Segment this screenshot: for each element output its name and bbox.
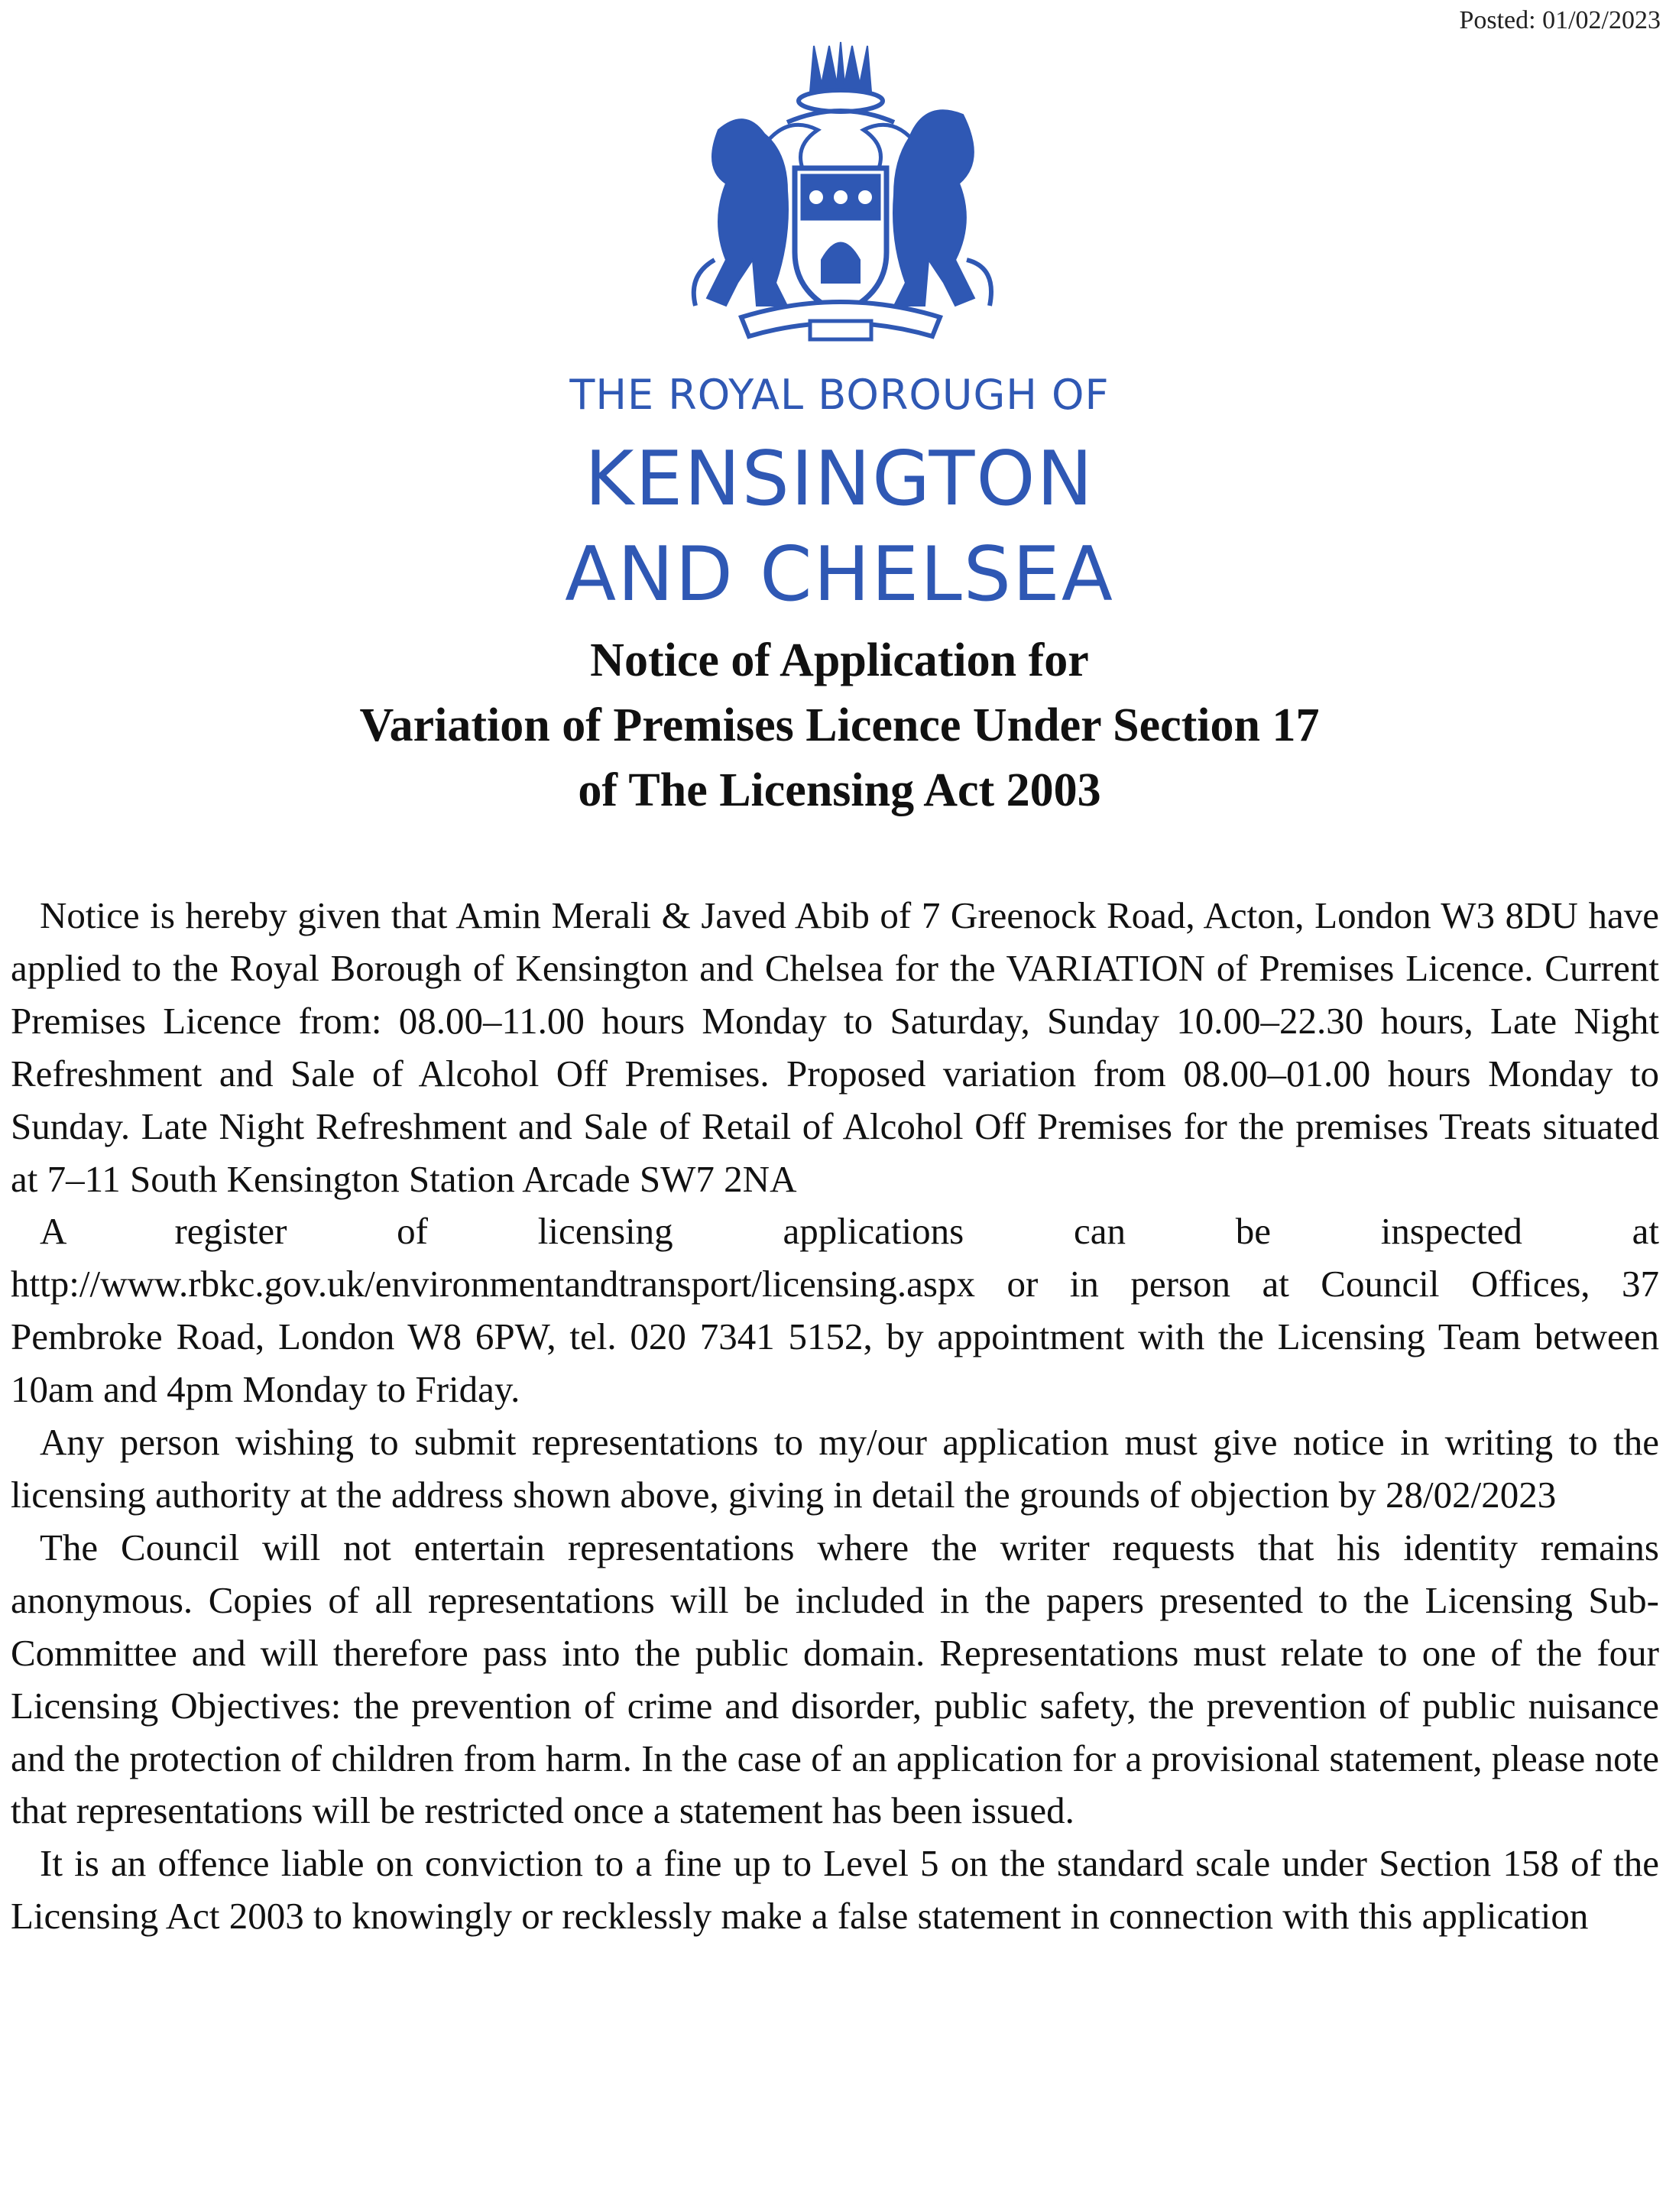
paragraph-application: Notice is hereby given that Amin Merali & Javed Abib of 7 Greenock Road, Acton, London W3 8DU have applied to the Royal Borough of Kensington and Chelsea for the VARIATION of Premises Licence. Current Premises Licence from: 08.00–11.00 hours Monday to Saturday, Sunday 10.00–22.30 hours, Late Night Refreshment and Sale of Alcohol Off Premises. Proposed variation from 08.00–01.00 hours Monday to Sunday. Late Night Refreshment and Sale of Retail of Alcohol Off Premises for the premises Treats situated at 7–11 South Kensington Station Arcade SW7 2NA	[11, 894, 1659, 1200]
paragraph-register: A register of licensing applications can be inspected at http://www.rbkc.gov.uk/environmentandtransport/licensing.aspx or in person at Council Offices, 37 Pembroke Road, London W8 6PW, tel. 020 7341 5152, by appointment with the Licensing Team between 10am and 4pm Monday to Friday.	[11, 1210, 1659, 1411]
title-line3: of The Licensing Act 2003	[578, 764, 1101, 816]
borough-name-line3: AND CHELSEA	[565, 531, 1114, 618]
title-line2: Variation of Premises Licence Under Section 17	[359, 699, 1320, 751]
posted-date: Posted: 01/02/2023	[1459, 6, 1661, 34]
coat-of-arms-icon	[673, 31, 1009, 352]
paragraph-offence: It is an offence liable on conviction to a fine up to Level 5 on the standard scale under Section 158 of the Licensing Act 2003 to knowingly or recklessly make a false statement in connection with this application	[11, 1842, 1659, 1938]
paragraph-anonymity: The Council will not entertain representations where the writer requests that his identity remains anonymous. Copies of all representations will be included in the papers presented to the Licensing Sub-Committee and will therefore pass into the public domain. Representations must relate to one of the four Licensing Objectives: the prevention of crime and disorder, public safety, the prevention of public nuisance and the protection of children from harm. In the case of an application for a provisional statement, please note that representations will be restricted once a statement has been issued.	[11, 1526, 1659, 1832]
borough-name-line2: KENSINGTON	[585, 436, 1094, 523]
paragraph-representations: Any person wishing to submit representations to my/our application must give notice in writing to the licensing authority at the address shown above, giving in detail the grounds of objection by 28/02/2023	[11, 1421, 1659, 1516]
notice-title	[0, 628, 1679, 823]
borough-name-line1: THE ROYAL BOROUGH OF	[569, 371, 1110, 419]
notice-body	[11, 890, 1659, 1943]
title-line1: Notice of Application for	[590, 634, 1089, 686]
